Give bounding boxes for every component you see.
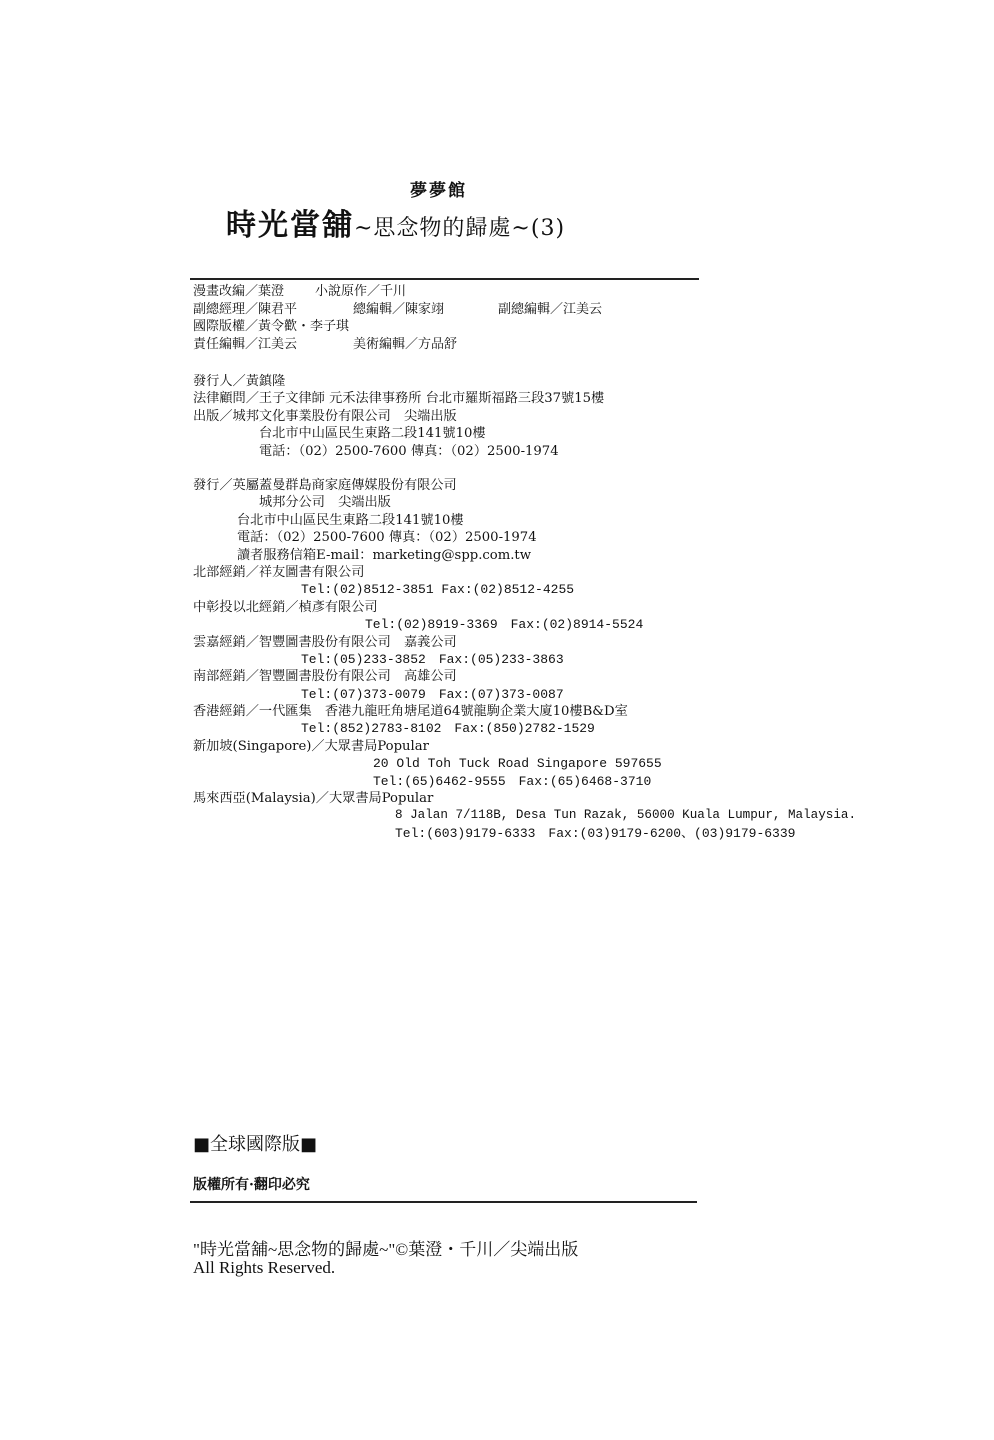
copyright-line: "時光當舖~思念物的歸處~"©葉澄・千川／尖端出版 [193, 1240, 579, 1259]
credit-art-editor: 美術編輯／方品舒 [353, 336, 458, 352]
distribution-line: 城邦分公司 尖端出版 [259, 495, 391, 511]
distribution-line: 電話：（02）2500-7600 傳真：（02）2500-1974 [237, 530, 537, 546]
credit-deputy-gm: 副總經理／陳君平 [193, 301, 298, 317]
distribution-line: Tel:(603)9179-6333 Fax:(03)9179-6200、(03)9179-6339 [395, 825, 796, 841]
book-title [226, 200, 565, 244]
distribution-line: 雲嘉經銷／智豐圖書股份有限公司 嘉義公司 [193, 634, 457, 650]
all-rights-reserved: All Rights Reserved. [193, 1258, 336, 1277]
series-name: 夢夢館 [410, 181, 467, 201]
distribution-line: Tel:(65)6462-9555 Fax:(65)6468-3710 [373, 773, 652, 789]
publisher-line: 電話：（02）2500-7600 傳真：（02）2500-1974 [259, 443, 559, 459]
distribution-line: 台北市中山區民生東路二段141號10樓 [237, 512, 464, 528]
credit-comic-adaptation: 漫畫改編／葉澄 [193, 284, 285, 299]
distribution-line: 新加坡(Singapore)／大眾書局Popular [193, 738, 429, 754]
distribution-line: 中彰投以北經銷／楨彥有限公司 [193, 599, 378, 615]
publisher-line: 法律顧問／王子文律師 元禾法律事務所 台北市羅斯福路三段37號15樓 [193, 391, 605, 407]
distribution-line: Tel:(05)233-3852 Fax:(05)233-3863 [301, 651, 564, 667]
publisher-line: 出版／城邦文化事業股份有限公司 尖端出版 [193, 408, 457, 424]
footer-divider [190, 1201, 697, 1203]
distribution-line: 香港經銷／一代匯集 香港九龍旺角塘尾道64號龍駒企業大廈10樓B&D室 [193, 704, 628, 720]
distribution-line: 北部經銷／祥友圖書有限公司 [193, 564, 365, 580]
distribution-line: 讀者服務信箱E-mail：marketing@spp.com.tw [237, 547, 532, 563]
distribution-line: 馬來西亞(Malaysia)／大眾書局Popular [193, 791, 434, 807]
distribution-line: Tel:(07)373-0079 Fax:(07)373-0087 [301, 686, 564, 702]
distribution-line: Tel:(02)8919-3369 Fax:(02)8914-5524 [365, 617, 644, 633]
credit-international-rights: 國際版權／黃令歡・李子琪 [193, 319, 350, 334]
distribution-line: 20 Old Toh Tuck Road Singapore 597655 [373, 756, 662, 772]
header-divider [190, 278, 699, 280]
title-subtitle: ~思念物的歸處~(3) [354, 216, 566, 241]
rights-notice: 版權所有·翻印必究 [193, 1177, 310, 1193]
credit-chief-editor: 總編輯／陳家翊 [353, 301, 445, 317]
distribution-line: 8 Jalan 7/118B, Desa Tun Razak, 56000 Kuala Lumpur, Malaysia. [395, 808, 857, 823]
title-main: 時光當舖 [226, 208, 354, 243]
credit-original-novel: 小說原作／千川 [315, 284, 407, 299]
distribution-line: 發行／英屬蓋曼群島商家庭傳媒股份有限公司 [193, 478, 457, 493]
publisher-line: 台北市中山區民生東路二段141號10樓 [259, 426, 486, 442]
edition-label: ■全球國際版■ [193, 1134, 318, 1155]
publisher-line: 發行人／黃鎮隆 [193, 374, 286, 389]
distribution-line: 南部經銷／智豐圖書股份有限公司 高雄公司 [193, 669, 457, 685]
distribution-line: Tel:(852)2783-8102 Fax:(850)2782-1529 [301, 721, 595, 737]
credit-deputy-chief-editor: 副總編輯／江美云 [498, 301, 603, 317]
credit-responsible-editor: 責任編輯／江美云 [193, 336, 298, 352]
distribution-line: Tel:(02)8512-3851 Fax:(02)8512-4255 [301, 582, 575, 598]
